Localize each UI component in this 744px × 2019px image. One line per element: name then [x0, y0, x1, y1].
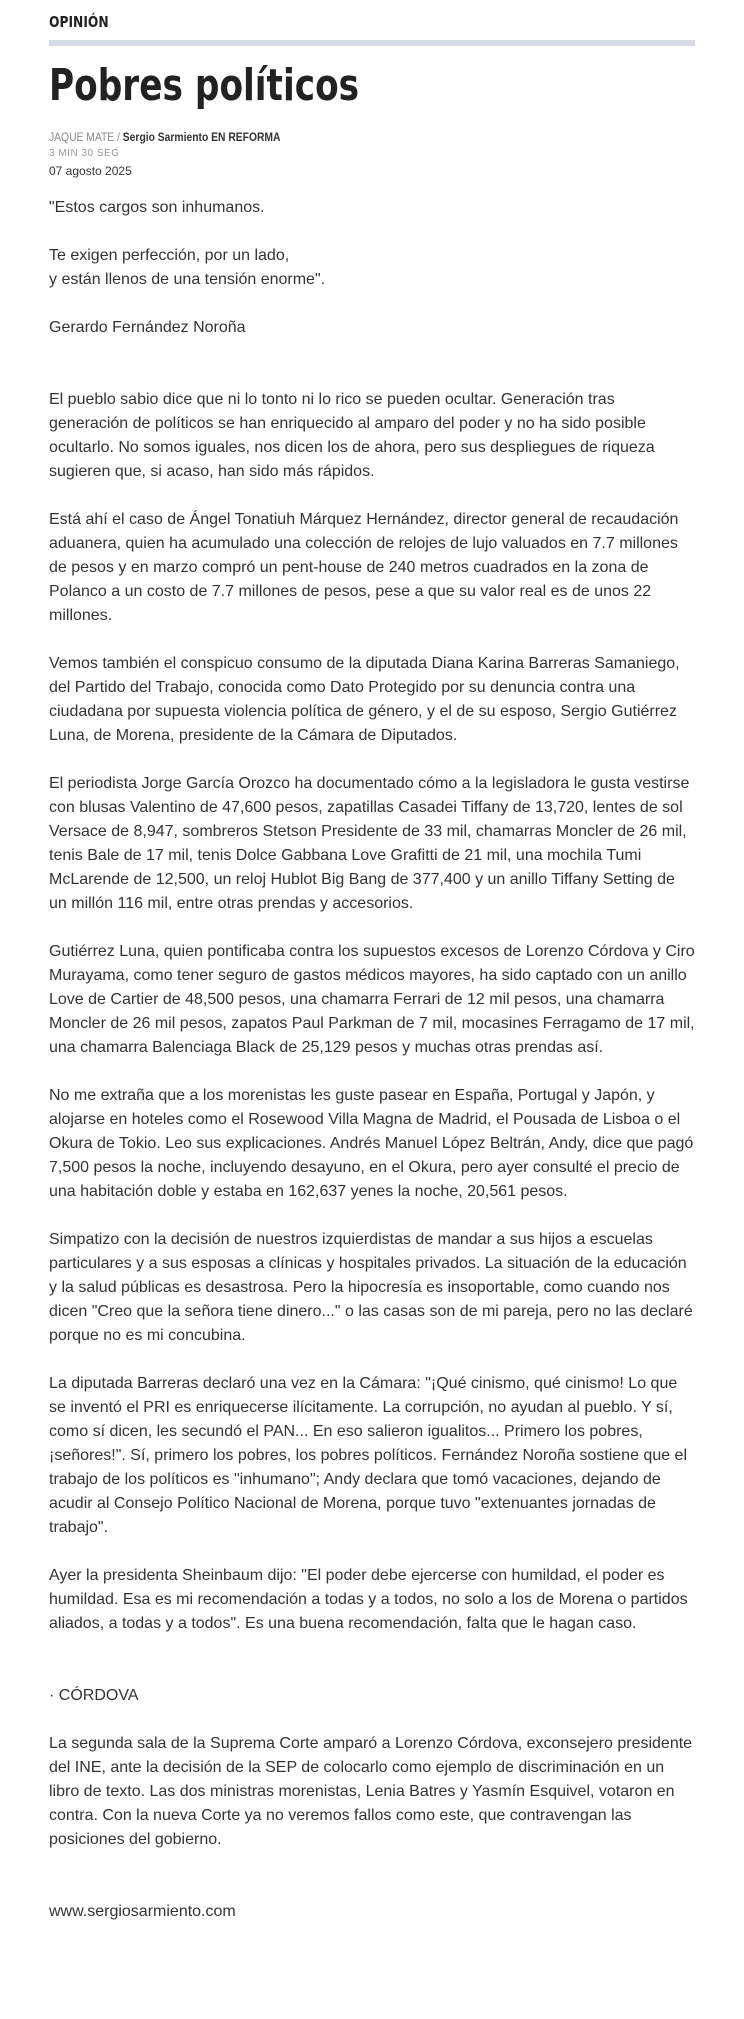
- body-paragraph: El pueblo sabio dice que ni lo tonto ni lo rico se pueden ocultar. Generación tras generación de políticos se han enriquecido al amparo del poder y no ha sido posible ocultarlo. No somos iguales, nos dicen los de ahora, pero sus despliegues de riqueza sugieren que, si acaso, han sido más rápidos.: [49, 391, 655, 480]
- addendum-heading: · CÓRDOVA: [49, 1687, 139, 1704]
- section-label[interactable]: OPINIÓN: [49, 13, 109, 31]
- author-name[interactable]: Sergio Sarmiento EN REFORMA: [122, 130, 281, 144]
- article-body: [49, 196, 695, 1948]
- body-paragraph: No me extraña que a los morenistas les guste pasear en España, Portugal y Japón, y alojarse en hoteles como el Rosewood Villa Magna de Madrid, el Pousada de Lisboa o el Okura de Tokio. Leo sus explicaciones. Andrés Manuel López Beltrán, Andy, dice que pagó 7,500 pesos la noche, incluyendo desayuno, en el Okura, pero ayer consulté el precio de una habitación doble y estaba en 162,637 yenes la noche, 20,561 pesos.: [49, 1087, 694, 1200]
- body-paragraph: Vemos también el conspicuo consumo de la diputada Diana Karina Barreras Samaniego, del Partido del Trabajo, conocida como Dato Protegido por su denuncia contra una ciudadana por supuesta violencia política de género, y el de su esposo, Sergio Gutiérrez Luna, de Morena, presidente de la Cámara de Diputados.: [49, 655, 680, 744]
- epigraph-line: y están llenos de una tensión enorme".: [49, 271, 326, 288]
- body-paragraph: Está ahí el caso de Ángel Tonatiuh Márquez Hernández, director general de recaudación aduanera, quien ha acumulado una colección de relojes de lujo valuados en 7.7 millones de pesos y en marzo compró un pent-house de 240 metros cuadrados en la zona de Polanco a un costo de 7.7 millones de pesos, pese a que su valor real es de unos 22 millones.: [49, 511, 679, 624]
- epigraph-attribution: Gerardo Fernández Noroña: [49, 319, 246, 336]
- epigraph-line: "Estos cargos son inhumanos.: [49, 199, 265, 216]
- publish-date: 07 agosto 2025: [49, 164, 132, 178]
- body-paragraph: Simpatizo con la decisión de nuestros izquierdistas de mandar a sus hijos a escuelas particulares y a sus esposas a clínicas y hospitales privados. La situación de la educación y la salud públicas es desastrosa. Pero la hipocresía es insoportable, como cuando nos dicen "Creo que la señora tiene dinero..." o las casas son de mi pareja, pero no las declaré porque no es mi concubina.: [49, 1231, 693, 1344]
- body-paragraph: La diputada Barreras declaró una vez en la Cámara: "¡Qué cinismo, qué cinismo! Lo que se inventó el PRI es enriquecerse ilícitamente. La corrupción, no ayudan al pueblo. Y sí, como sí dicen, les secundó el PAN... En eso salieron igualitos... Primero los pobres, ¡señores!". Sí, primero los pobres, los pobres políticos. Fernández Noroña sostiene que el trabajo de los políticos es "inhumano"; Andy declara que tomó vacaciones, dejando de acudir al Consejo Político Nacional de Morena, porque tuvo "extenuantes jornadas de trabajo".: [49, 1375, 688, 1536]
- article-headline: Pobres políticos: [49, 60, 360, 111]
- section-divider: [49, 40, 695, 46]
- body-paragraph: El periodista Jorge García Orozco ha documentado cómo a la legisladora le gusta vestirse con blusas Valentino de 47,600 pesos, zapatillas Casadei Tiffany de 13,720, lentes de sol Versace de 8,947, sombreros Stetson Presidente de 33 mil, chamarras Moncler de 26 mil, tenis Bale de 17 mil, tenis Dolce Gabbana Love Grafitti de 21 mil, una mochila Tumi McLarende de 12,500, un reloj Hublot Big Bang de 377,400 y un anillo Tiffany Setting de un millón 116 mil, entre otras prendas y accesorios.: [49, 775, 690, 912]
- byline-separator: /: [114, 130, 123, 144]
- read-time: 3 MIN 30 SEG: [49, 148, 120, 159]
- addendum-paragraph: La segunda sala de la Suprema Corte amparó a Lorenzo Córdova, exconsejero presidente del INE, ante la decisión de la SEP de colocarlo como ejemplo de discriminación en un libro de texto. Las dos ministras morenistas, Lenia Batres y Yasmín Esquivel, votaron en contra. Con la nueva Corte ya no veremos fallos como este, que contravengan las posiciones del gobierno.: [49, 1735, 693, 1848]
- byline: [49, 130, 280, 144]
- body-paragraph: Ayer la presidenta Sheinbaum dijo: "El poder debe ejercerse con humildad, el poder es humildad. Esa es mi recomendación a todas y a todos, no solo a los de Morena o partidos aliados, a todas y a todos". Es una buena recomendación, falta que le hagan caso.: [49, 1567, 688, 1632]
- website-footer: www.sergiosarmiento.com: [49, 1903, 236, 1920]
- column-name[interactable]: JAQUE MATE: [49, 130, 115, 144]
- body-paragraph: Gutiérrez Luna, quien pontificaba contra los supuestos excesos de Lorenzo Córdova y Ciro Murayama, como tener seguro de gastos médicos mayores, ha sido captado con un anillo Love de Cartier de 48,500 pesos, una chamarra Ferrari de 12 mil pesos, una chamarra Moncler de 26 mil pesos, zapatos Paul Parkman de 7 mil, mocasines Ferragamo de 17 mil, una chamarra Balenciaga Black de 25,129 pesos y muchas otras prendas así.: [49, 943, 695, 1056]
- epigraph-line: Te exigen perfección, por un lado,: [49, 247, 290, 264]
